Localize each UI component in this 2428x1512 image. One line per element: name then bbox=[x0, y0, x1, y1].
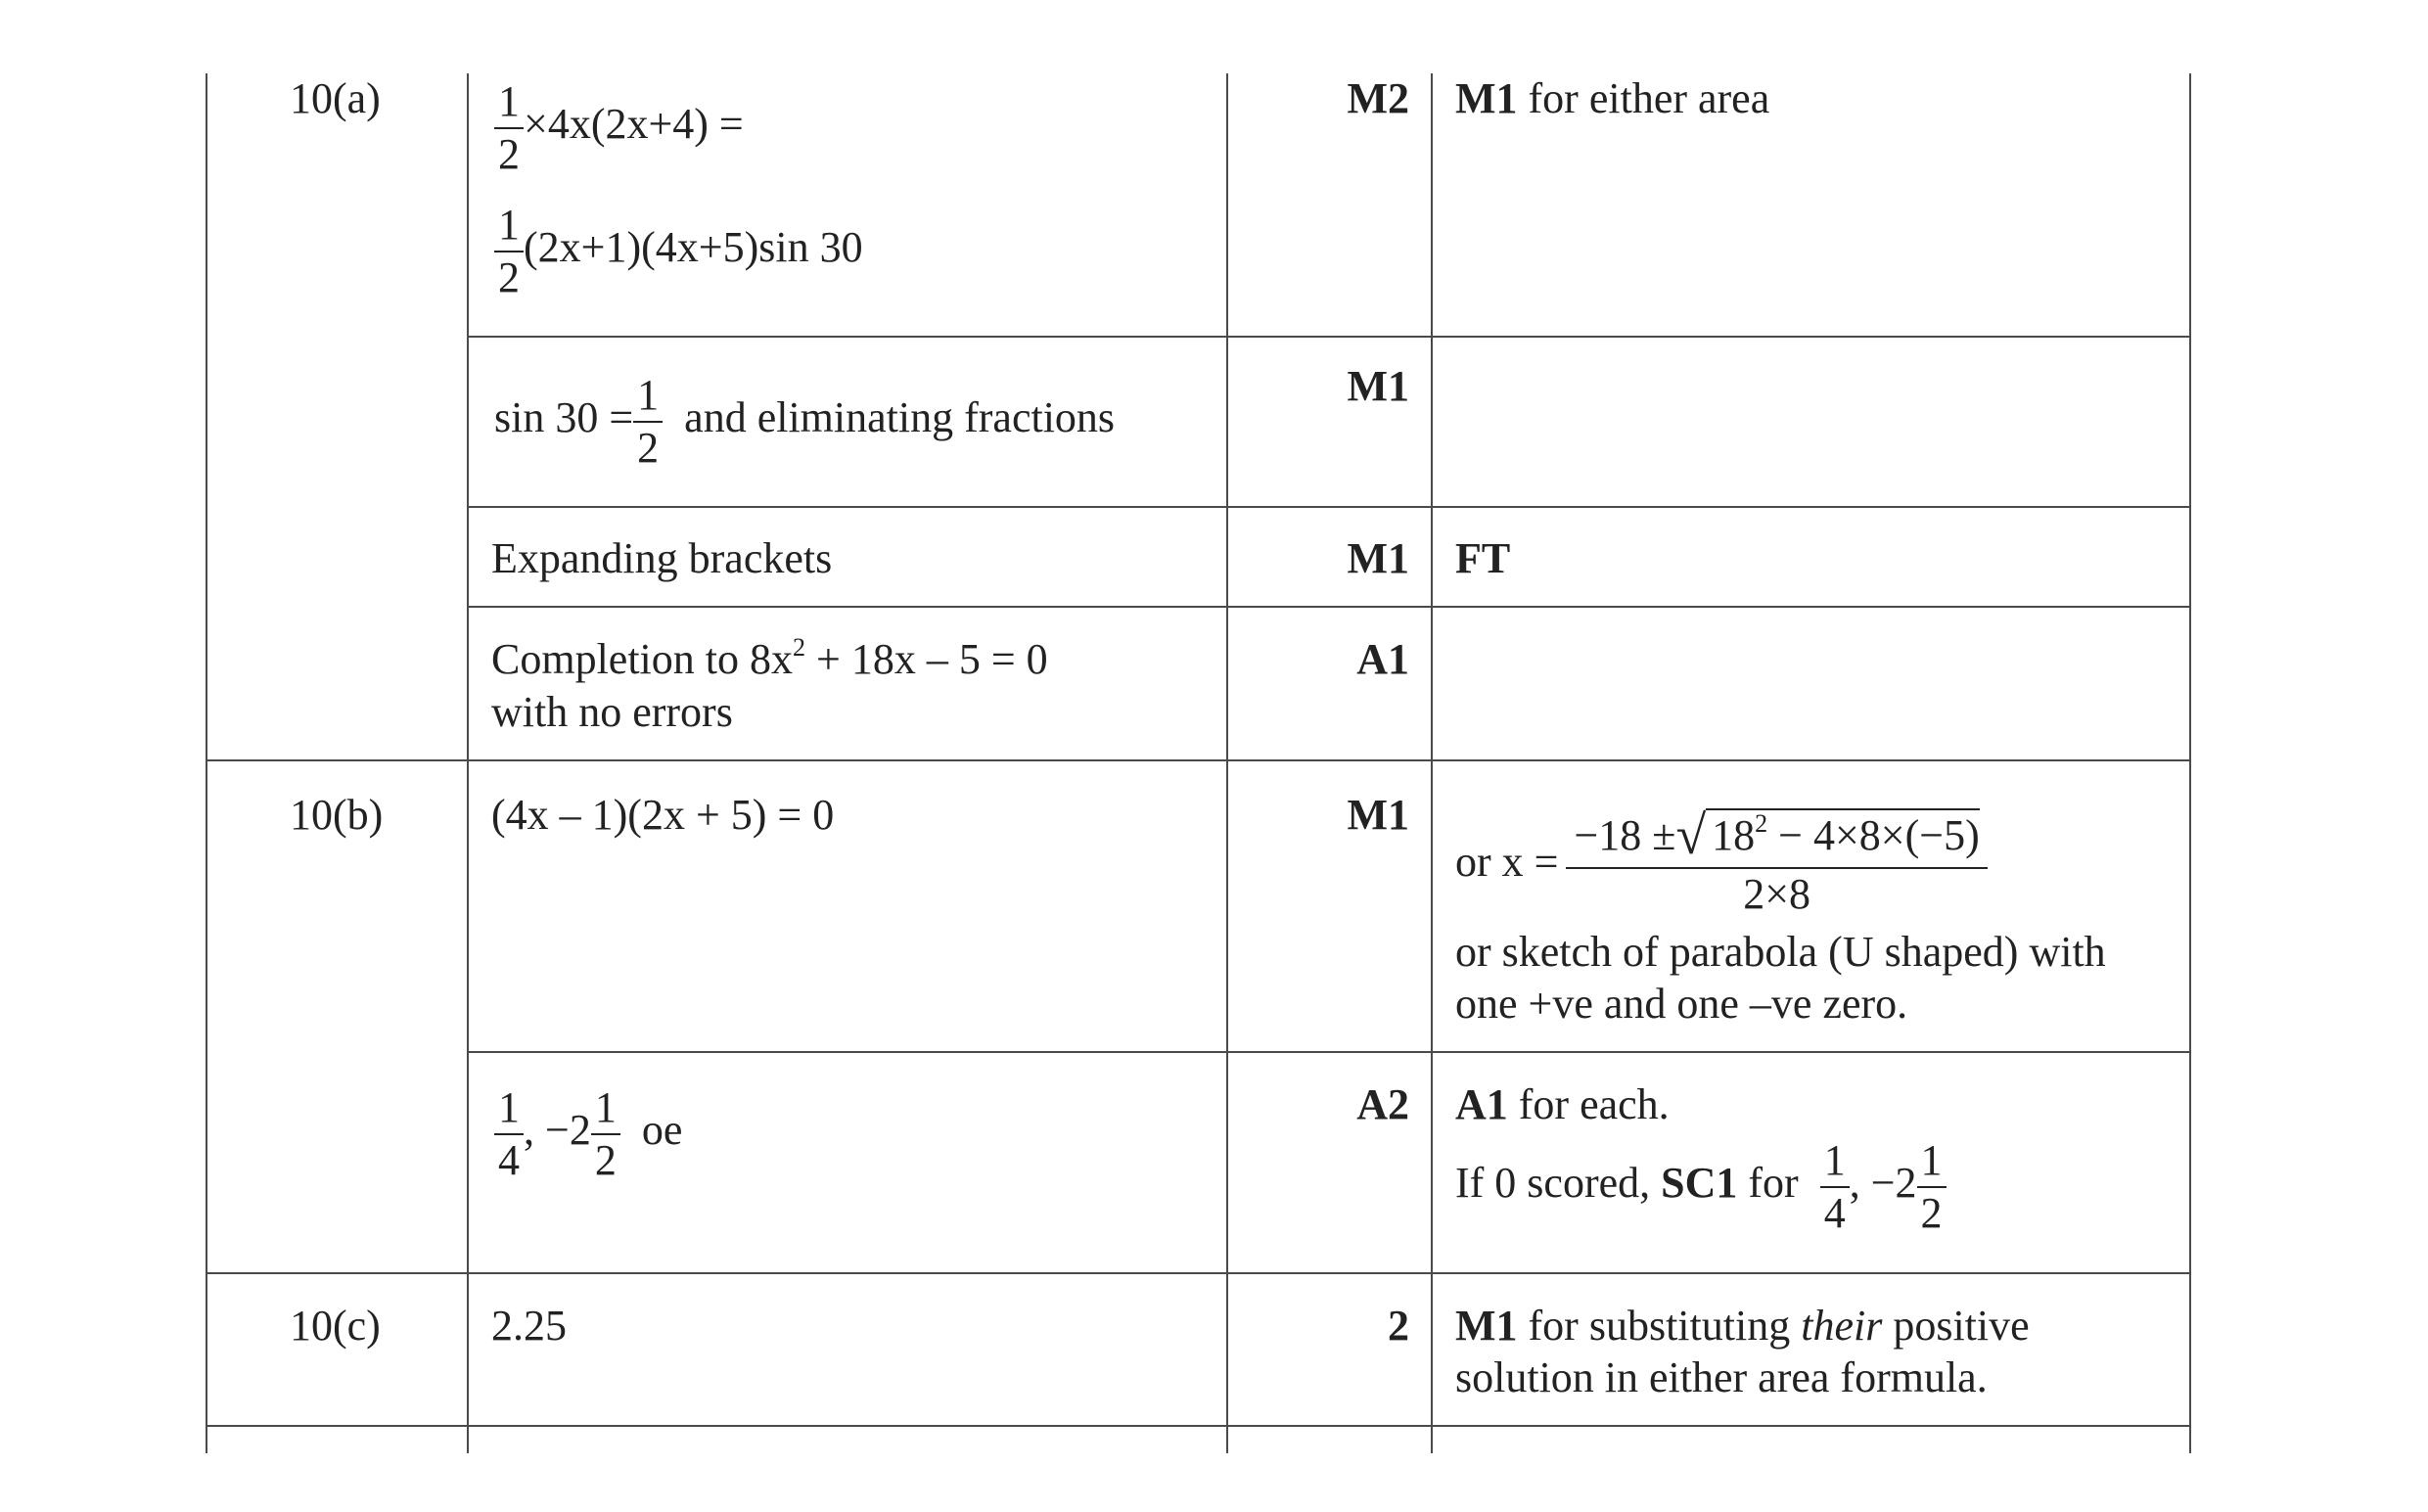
fraction: $\frac{1}{2}$ bbox=[494, 80, 524, 176]
fraction: $\frac{1}{2}$ bbox=[494, 204, 524, 299]
row-divider bbox=[467, 506, 2191, 508]
guidance-text: one +ve and one –ve zero. bbox=[1455, 980, 1908, 1028]
answer-roots: $\frac{1}{4}$ , −2 $\frac{1}{2}$ oe bbox=[494, 1086, 682, 1182]
question-label: 10(a) bbox=[290, 74, 381, 122]
answer-equation-line1: $\frac{1}{2}$ ×4x(2x+4) = bbox=[494, 80, 744, 176]
answer-text: (4x – 1)(2x + 5) = 0 bbox=[491, 791, 835, 839]
answer-sin-step: sin 30 = $\frac{1}{2}$ and eliminating fractions bbox=[494, 371, 1116, 472]
answer-text: Completion to $8x^2 + 18x - 5 = 0$ bbox=[491, 633, 1048, 683]
table-border-left bbox=[206, 73, 207, 1453]
fraction: $\frac{1}{2}$ bbox=[633, 374, 663, 470]
guidance-text: solution in either area formula. bbox=[1455, 1353, 1988, 1401]
guidance-text: or sketch of parabola (U shaped) with bbox=[1455, 928, 2106, 976]
table-border-marks bbox=[1226, 73, 1228, 1453]
fraction: $\frac{-18 \pm√ 18^2 - 4\times 8\times(-5)}{2\times 8}$ bbox=[1566, 808, 1987, 916]
guidance-text: A1 for each. bbox=[1455, 1080, 1670, 1128]
guidance-text: M1 for substituting their positive bbox=[1455, 1302, 2030, 1350]
row-divider bbox=[206, 1272, 2191, 1274]
guidance-text: M1 for either area bbox=[1455, 74, 1770, 122]
mark-value: M1 bbox=[1347, 362, 1409, 410]
fraction: $\frac{1}{2}$ bbox=[1917, 1139, 1947, 1235]
row-divider bbox=[467, 1051, 2191, 1053]
fraction: $\frac{1}{4}$ bbox=[494, 1086, 524, 1182]
mark-value: 2 bbox=[1388, 1302, 1409, 1350]
answer-text: 2.25 bbox=[491, 1302, 567, 1350]
row-divider bbox=[206, 1425, 2191, 1427]
guidance-text: FT bbox=[1455, 534, 1511, 582]
guidance-text: If 0 scored, SC1 for $\frac{1}{4}$ , −2 $\frac{1}{2}$ bbox=[1455, 1139, 1947, 1235]
table-border-answer bbox=[467, 73, 469, 1453]
question-label: 10(b) bbox=[290, 791, 384, 839]
mark-value: A1 bbox=[1356, 635, 1409, 683]
answer-text: with no errors bbox=[491, 688, 733, 736]
mark-value: A2 bbox=[1356, 1080, 1409, 1128]
row-divider bbox=[206, 759, 2191, 761]
fraction: $\frac{1}{2}$ bbox=[591, 1086, 620, 1182]
row-divider bbox=[467, 606, 2191, 608]
row-divider bbox=[467, 336, 2191, 338]
table-border-guidance bbox=[1431, 73, 1433, 1453]
answer-equation-line2: $\frac{1}{2}$ (2x+1)(4x+5)sin 30 bbox=[494, 204, 863, 299]
table-border-right bbox=[2189, 73, 2191, 1453]
answer-text: Expanding brackets bbox=[491, 534, 833, 582]
fraction: $\frac{1}{4}$ bbox=[1820, 1139, 1850, 1235]
question-label: 10(c) bbox=[290, 1302, 381, 1350]
quadratic-formula: or x = $\frac{-18 \pm√ 18^2 - 4\times 8\times(-5)}{2\times 8}$ bbox=[1455, 808, 1988, 916]
mark-value: M2 bbox=[1347, 74, 1409, 122]
mark-value: M1 bbox=[1347, 534, 1409, 582]
mark-value: M1 bbox=[1347, 791, 1409, 839]
